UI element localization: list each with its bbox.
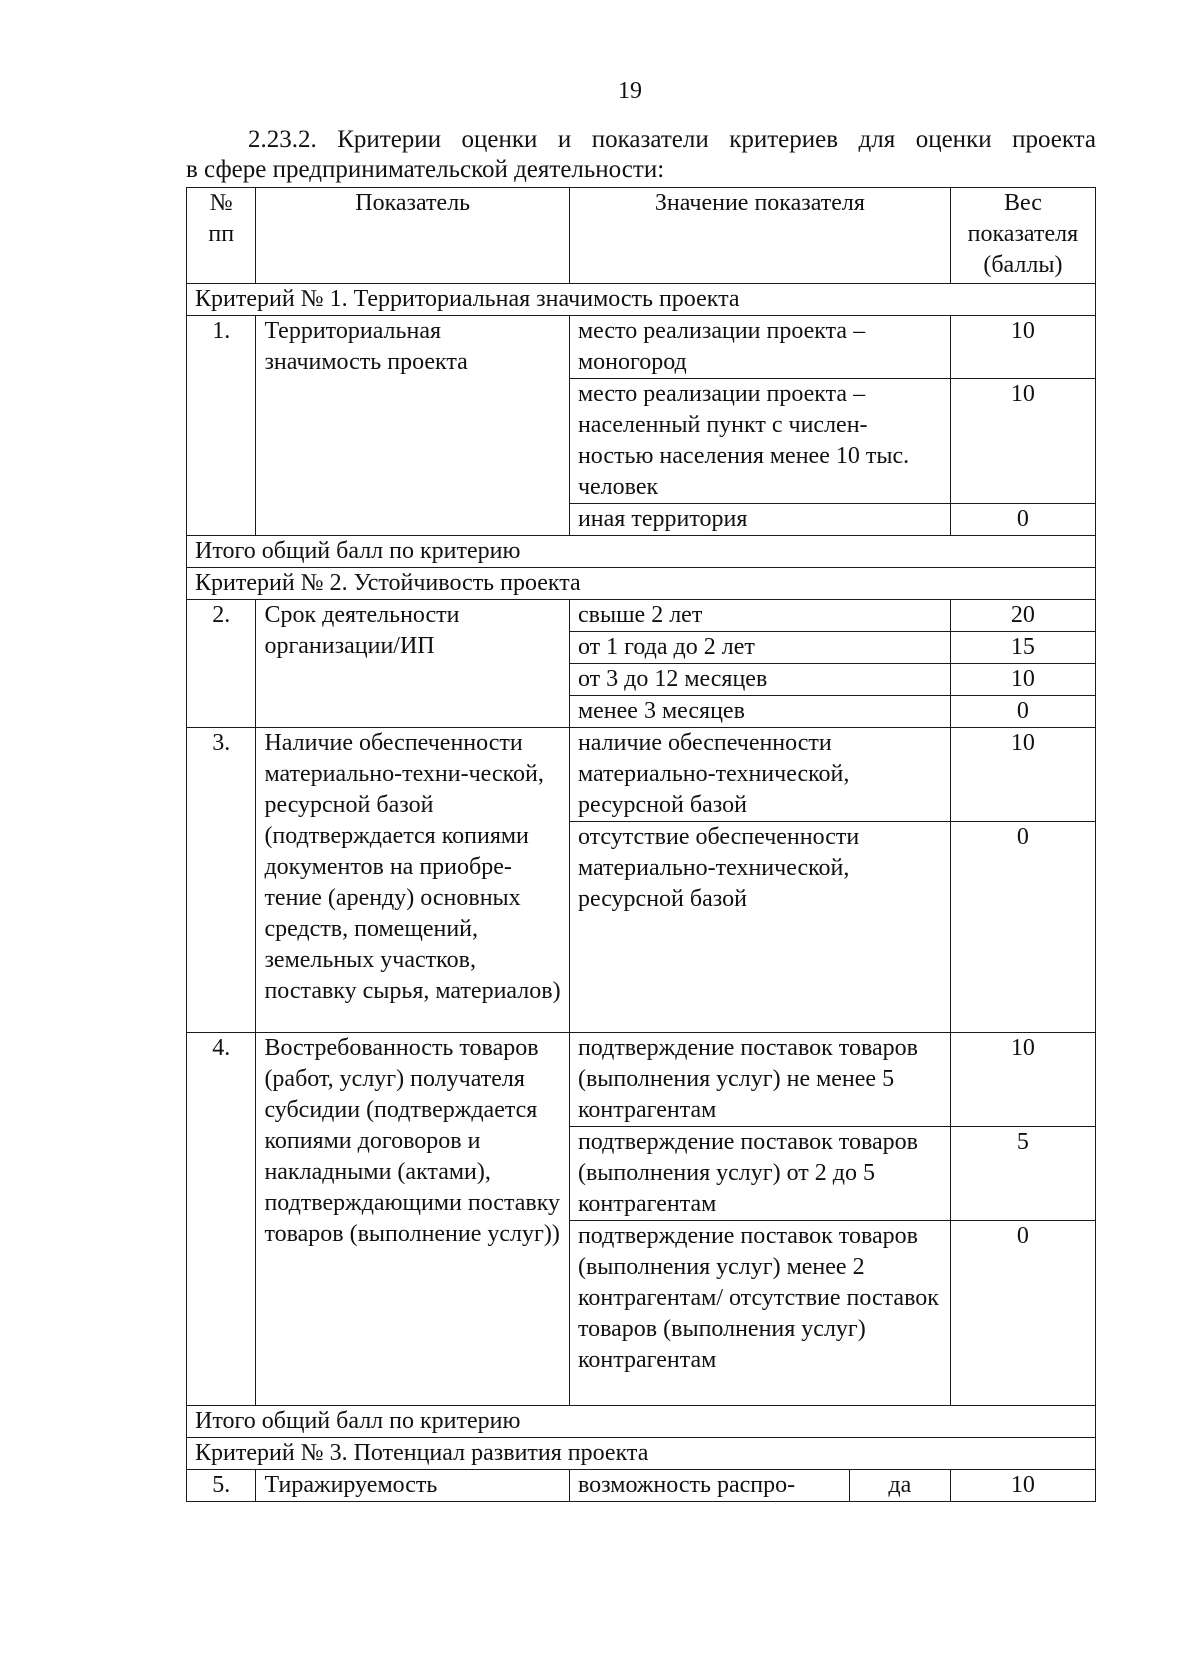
header-weight: Вес показателя (баллы): [950, 188, 1095, 284]
row-4-indicator: Востребованность товаров (работ, услуг) получателя субсидии (подтверждается копиями договоров и накладными (актами), подтверждающими поставку товаров (выполнение услуг)): [256, 1033, 570, 1406]
row-2-num: 2.: [187, 600, 256, 728]
criterion-2-total-row: [187, 1406, 1096, 1438]
row-5-value: возможность распро-: [569, 1470, 849, 1502]
row-3-weight-1: 10: [950, 728, 1095, 822]
row-1-value-2: место реализации проекта – населенный пункт с числен-ностью населения менее 10 тыс. человек: [569, 379, 950, 504]
row-4-num: 4.: [187, 1033, 256, 1406]
criterion-1-title: Критерий № 1. Территориальная значимость проекта: [187, 284, 1096, 316]
table-row: [187, 600, 1096, 632]
row-1-value-1: место реализации проекта – моногород: [569, 316, 950, 379]
row-5-num: 5.: [187, 1470, 256, 1502]
row-2-weight-1: 20: [950, 600, 1095, 632]
row-2-indicator: Срок деятельности организации/ИП: [256, 600, 570, 728]
criteria-table: [186, 187, 1096, 1502]
row-2-weight-2: 15: [950, 632, 1095, 664]
header-value: Значение показателя: [569, 188, 950, 284]
table-row: [187, 1470, 1096, 1502]
criterion-1-title-row: [187, 284, 1096, 316]
row-5-indicator: Тиражируемость: [256, 1470, 570, 1502]
row-1-weight-2: 10: [950, 379, 1095, 504]
row-2-weight-3: 10: [950, 664, 1095, 696]
row-1-indicator: Территориальная значимость проекта: [256, 316, 570, 536]
row-4-value-1: подтверждение поставок товаров (выполнения услуг) не менее 5 контрагентам: [569, 1033, 950, 1127]
criterion-3-title: Критерий № 3. Потенциал развития проекта: [187, 1438, 1096, 1470]
row-2-value-4: менее 3 месяцев: [569, 696, 950, 728]
criterion-2-title: Критерий № 2. Устойчивость проекта: [187, 568, 1096, 600]
row-3-value-2: отсутствие обеспеченности материально-технической, ресурсной базой: [569, 822, 950, 1033]
row-2-value-3: от 3 до 12 месяцев: [569, 664, 950, 696]
criterion-2-title-row: [187, 568, 1096, 600]
row-2-value-2: от 1 года до 2 лет: [569, 632, 950, 664]
heading-line-1: 2.23.2. Критерии оценки и показатели критериев для оценки проекта: [248, 126, 1096, 153]
row-4-weight-1: 10: [950, 1033, 1095, 1127]
row-1-num: 1.: [187, 316, 256, 536]
row-4-value-3: подтверждение поставок товаров (выполнения услуг) менее 2 контрагентам/ отсутствие поставок товаров (выполнения услуг) контрагентам: [569, 1221, 950, 1406]
row-3-num: 3.: [187, 728, 256, 1033]
row-4-value-2: подтверждение поставок товаров (выполнения услуг) от 2 до 5 контрагентам: [569, 1127, 950, 1221]
heading-line-2: в сфере предпринимательской деятельности:: [186, 156, 665, 183]
row-3-weight-2: 0: [950, 822, 1095, 1033]
table-row: [187, 728, 1096, 822]
row-2-value-1: свыше 2 лет: [569, 600, 950, 632]
row-4-weight-3: 0: [950, 1221, 1095, 1406]
row-1-weight-1: 10: [950, 316, 1095, 379]
criterion-1-total: Итого общий балл по критерию: [187, 536, 1096, 568]
header-num: № пп: [187, 188, 256, 284]
row-5-weight: 10: [950, 1470, 1095, 1502]
section-heading: [186, 125, 1096, 185]
criterion-3-title-row: [187, 1438, 1096, 1470]
page-number: 19: [618, 78, 642, 104]
criterion-2-total: Итого общий балл по критерию: [187, 1406, 1096, 1438]
table-row: [187, 316, 1096, 379]
header-indicator: Показатель: [256, 188, 570, 284]
row-5-answer: да: [849, 1470, 950, 1502]
row-2-weight-4: 0: [950, 696, 1095, 728]
row-3-value-1: наличие обеспеченности материально-технической, ресурсной базой: [569, 728, 950, 822]
row-1-weight-3: 0: [950, 504, 1095, 536]
row-4-weight-2: 5: [950, 1127, 1095, 1221]
table-row: [187, 1033, 1096, 1127]
table-header-row: [187, 188, 1096, 284]
row-3-indicator: Наличие обеспеченности материально-техни-ческой, ресурсной базой (подтверждается копиями документов на приобре-тение (аренду) основных средств, помещений, земельных участков, поставку сырья, материалов): [256, 728, 570, 1033]
row-1-value-3: иная территория: [569, 504, 950, 536]
criterion-1-total-row: [187, 536, 1096, 568]
